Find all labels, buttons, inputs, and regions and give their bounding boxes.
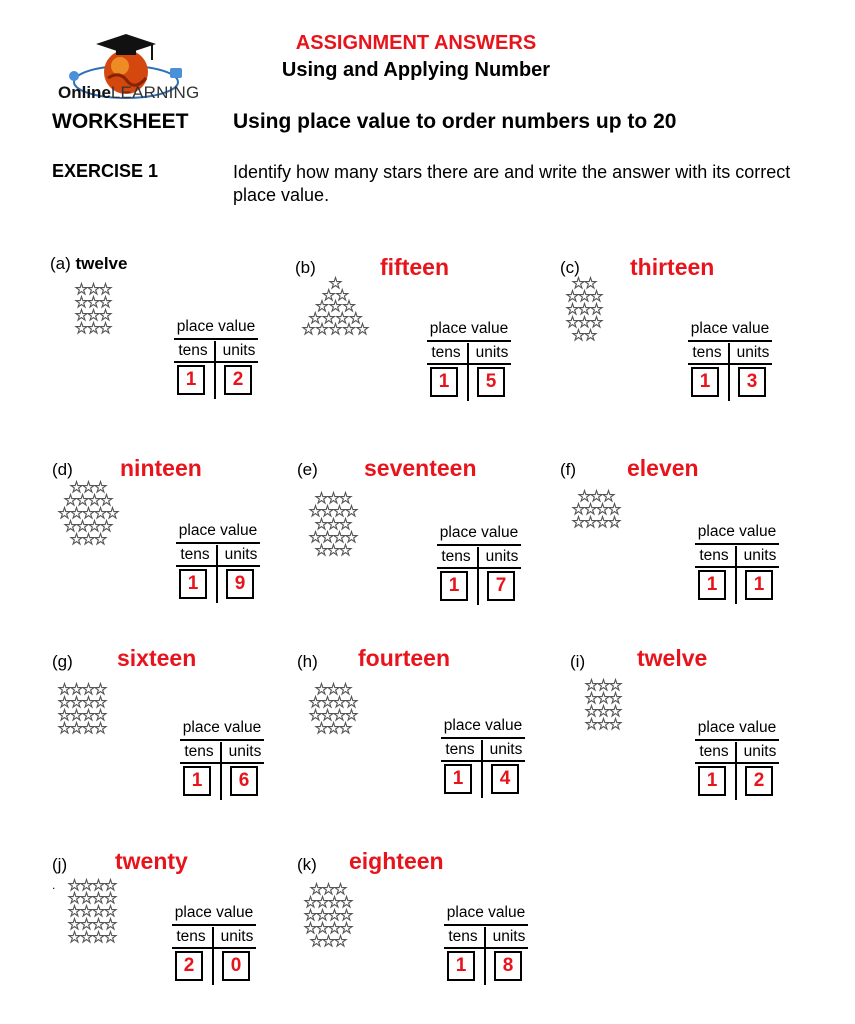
star-icon: ★ (339, 517, 352, 533)
star-icon: ★ (315, 682, 328, 698)
star-icon: ★ (80, 904, 93, 920)
star-icon: ★ (602, 489, 615, 505)
star-icon: ★ (342, 322, 356, 338)
star-icon: ★ (585, 691, 598, 707)
table-rule (444, 947, 528, 949)
tens-answer-box: 2 (175, 951, 203, 981)
star-icon: ★ (339, 543, 352, 559)
table-rule (688, 340, 772, 342)
star-icon: ★ (75, 308, 88, 324)
star-icon: ★ (322, 310, 336, 327)
item-number-word: sixteen (117, 645, 197, 671)
star-icon: ★ (80, 878, 93, 894)
star-icon: ★ (304, 895, 317, 911)
star-icon: ★ (572, 276, 585, 292)
star-icon: ★ (578, 302, 591, 318)
star-icon: ★ (82, 721, 95, 737)
worksheet-label: WORKSHEET (52, 110, 189, 133)
tens-header: tens (441, 548, 471, 565)
star-icon: ★ (608, 502, 621, 518)
star-icon: ★ (99, 321, 112, 337)
star-icon: ★ (94, 506, 107, 522)
star-icon: ★ (104, 930, 117, 946)
units-header: units (222, 342, 256, 359)
star-icon: ★ (339, 491, 352, 507)
tens-answer-box: 1 (183, 766, 211, 796)
star-icon: ★ (58, 721, 71, 737)
star-icon: ★ (92, 930, 105, 946)
units-answer-box: 2 (745, 766, 773, 796)
units-header: units (228, 743, 262, 760)
star-icon: ★ (597, 717, 610, 733)
table-divider (467, 343, 469, 401)
item-number-word: thirteen (630, 254, 715, 280)
table-divider (481, 740, 483, 798)
place-value-heading: place value (690, 320, 770, 337)
star-icon: ★ (304, 921, 317, 937)
star-icon: ★ (328, 895, 341, 911)
star-icon: ★ (87, 321, 100, 337)
item-number-word: twelve (637, 645, 708, 671)
star-icon: ★ (327, 682, 340, 698)
star-icon: ★ (597, 704, 610, 720)
star-icon: ★ (333, 708, 346, 724)
star-icon: ★ (340, 921, 353, 937)
table-rule (172, 924, 256, 926)
star-icon: ★ (597, 678, 610, 694)
table-divider (212, 927, 214, 985)
star-icon: ★ (328, 908, 341, 924)
star-icon: ★ (99, 282, 112, 298)
star-icon: ★ (99, 308, 112, 324)
star-icon: ★ (609, 717, 622, 733)
star-icon: ★ (609, 678, 622, 694)
star-icon: ★ (328, 921, 341, 937)
star-icon: ★ (100, 519, 113, 535)
tens-answer-box: 1 (698, 570, 726, 600)
units-answer-box: 9 (226, 569, 254, 599)
star-icon: ★ (310, 934, 323, 950)
star-icon: ★ (94, 532, 107, 548)
star-icon: ★ (578, 489, 591, 505)
table-rule (695, 739, 779, 741)
star-icon: ★ (80, 917, 93, 933)
star-icon: ★ (70, 695, 83, 711)
tens-header: tens (448, 928, 478, 945)
item-label: (d) (52, 460, 73, 479)
star-icon: ★ (590, 315, 603, 331)
star-icon: ★ (327, 517, 340, 533)
star-icon: ★ (75, 295, 88, 311)
place-value-heading: place value (697, 719, 777, 736)
units-answer-box: 4 (491, 764, 519, 794)
tens-header: tens (184, 743, 214, 760)
table-divider (728, 343, 730, 401)
item-label: (k) (297, 855, 317, 874)
units-header: units (224, 546, 258, 563)
star-icon: ★ (329, 276, 342, 292)
table-rule (176, 542, 260, 544)
place-value-table (439, 717, 527, 795)
item-number-word: twenty (115, 848, 188, 874)
star-icon: ★ (327, 543, 340, 559)
table-rule (441, 760, 525, 762)
star-icon: ★ (340, 895, 353, 911)
item-number-word: twelve (75, 254, 128, 273)
star-icon: ★ (87, 282, 100, 298)
table-rule (695, 543, 779, 545)
star-icon: ★ (356, 322, 369, 338)
star-icon: ★ (596, 515, 609, 531)
item-label: (a) twelve (50, 254, 128, 273)
star-icon: ★ (597, 691, 610, 707)
star-icon: ★ (80, 891, 93, 907)
place-value-table (170, 904, 258, 982)
star-icon: ★ (88, 519, 101, 535)
star-icon: ★ (58, 708, 71, 724)
units-header: units (489, 741, 523, 758)
star-icon: ★ (345, 708, 358, 724)
units-answer-box: 8 (494, 951, 522, 981)
tens-header: tens (431, 344, 461, 361)
item-number-word: eleven (627, 455, 699, 481)
place-value-heading: place value (178, 522, 258, 539)
star-icon: ★ (70, 532, 83, 548)
star-icon: ★ (58, 506, 71, 522)
place-value-table (693, 719, 781, 797)
star-icon: ★ (316, 921, 329, 937)
place-value-table (425, 320, 513, 398)
star-icon: ★ (578, 289, 591, 305)
star-icon: ★ (87, 308, 100, 324)
star-icon: ★ (584, 502, 597, 518)
star-icon: ★ (104, 878, 117, 894)
tens-header: tens (692, 344, 722, 361)
star-icon: ★ (82, 695, 95, 711)
assignment-title: ASSIGNMENT ANSWERS (295, 32, 537, 54)
star-icon: ★ (584, 515, 597, 531)
place-value-table (172, 318, 260, 396)
tens-answer-box: 1 (444, 764, 472, 794)
star-icon: ★ (309, 504, 322, 520)
table-rule (174, 338, 258, 340)
place-value-table (693, 523, 781, 601)
star-icon: ★ (104, 904, 117, 920)
star-icon: ★ (322, 882, 335, 898)
star-icon: ★ (333, 530, 346, 546)
star-icon: ★ (58, 695, 71, 711)
star-icon: ★ (334, 882, 347, 898)
place-value-heading: place value (439, 524, 519, 541)
item-number-word: eighteen (349, 848, 444, 874)
units-answer-box: 2 (224, 365, 252, 395)
star-icon: ★ (70, 506, 83, 522)
tens-header: tens (178, 342, 208, 359)
units-answer-box: 3 (738, 367, 766, 397)
item-label: (c) (560, 258, 580, 277)
star-icon: ★ (309, 530, 322, 546)
star-icon: ★ (578, 315, 591, 331)
star-icon: ★ (584, 276, 597, 292)
table-rule (172, 947, 256, 949)
place-value-heading: place value (429, 320, 509, 337)
table-divider (216, 545, 218, 603)
units-header: units (736, 344, 770, 361)
star-icon: ★ (327, 721, 340, 737)
star-icon: ★ (345, 504, 358, 520)
star-icon: ★ (609, 704, 622, 720)
star-icon: ★ (321, 504, 334, 520)
star-icon: ★ (315, 543, 328, 559)
logo-wordmark: OnlineLEARNING (58, 83, 200, 102)
item-label: (i) (570, 652, 586, 671)
star-icon: ★ (335, 287, 349, 304)
star-icon: ★ (68, 878, 81, 894)
table-rule (437, 544, 521, 546)
table-divider (220, 742, 222, 800)
star-icon: ★ (585, 678, 598, 694)
tens-answer-box: 1 (691, 367, 719, 397)
place-value-table (435, 524, 523, 602)
item-number-word: fifteen (380, 254, 449, 280)
star-icon: ★ (76, 519, 89, 535)
tens-header: tens (699, 547, 729, 564)
star-icon: ★ (322, 934, 335, 950)
worksheet-title: Using place value to order numbers up to 20 (233, 110, 677, 133)
star-icon: ★ (309, 708, 322, 724)
table-rule (437, 567, 521, 569)
tens-answer-box: 1 (177, 365, 205, 395)
units-header: units (492, 928, 526, 945)
star-icon: ★ (339, 682, 352, 698)
place-value-heading: place value (176, 318, 256, 335)
star-icon: ★ (70, 708, 83, 724)
place-value-table (686, 320, 774, 398)
star-icon: ★ (92, 917, 105, 933)
tens-header: tens (445, 741, 475, 758)
star-icon: ★ (315, 721, 328, 737)
item-number-word: seventeen (364, 455, 477, 481)
units-answer-box: 5 (477, 367, 505, 397)
star-icon: ★ (75, 321, 88, 337)
place-value-heading: place value (697, 523, 777, 540)
star-icon: ★ (82, 708, 95, 724)
star-icon: ★ (64, 519, 77, 535)
star-icon: ★ (94, 682, 107, 698)
star-icon: ★ (345, 530, 358, 546)
star-icon: ★ (68, 891, 81, 907)
star-icon: ★ (322, 287, 336, 304)
star-icon: ★ (310, 882, 323, 898)
place-value-heading: place value (174, 904, 254, 921)
table-rule (180, 739, 264, 741)
item-number-word: fourteen (358, 645, 450, 671)
units-header: units (743, 743, 777, 760)
table-rule (441, 737, 525, 739)
table-rule (688, 363, 772, 365)
star-icon: ★ (316, 908, 329, 924)
star-icon: ★ (566, 315, 579, 331)
table-rule (695, 566, 779, 568)
star-icon: ★ (590, 489, 603, 505)
star-icon: ★ (315, 299, 329, 315)
table-divider (214, 341, 216, 399)
star-icon: ★ (596, 502, 609, 518)
item-label: (j) (52, 855, 68, 874)
place-value-table (442, 904, 530, 982)
star-icon: ★ (75, 282, 88, 298)
star-icon: ★ (82, 506, 95, 522)
star-icon: ★ (585, 717, 598, 733)
table-divider (484, 927, 486, 985)
star-icon: ★ (334, 934, 347, 950)
star-icon: ★ (99, 295, 112, 311)
units-answer-box: 0 (222, 951, 250, 981)
star-icon: ★ (590, 289, 603, 305)
place-value-heading: place value (446, 904, 526, 921)
star-icon: ★ (92, 878, 105, 894)
star-icon: ★ (572, 328, 585, 344)
units-answer-box: 7 (487, 571, 515, 601)
star-icon: ★ (100, 493, 113, 509)
star-icon: ★ (584, 328, 597, 344)
star-icon: ★ (316, 895, 329, 911)
exercise-label: EXERCISE 1 (52, 161, 159, 181)
star-icon: ★ (321, 695, 334, 711)
star-icon: ★ (88, 493, 101, 509)
star-icon: ★ (339, 721, 352, 737)
star-icon: ★ (329, 299, 342, 315)
star-icon: ★ (82, 480, 95, 496)
star-icon: ★ (327, 491, 340, 507)
table-rule (176, 565, 260, 567)
star-icon: ★ (315, 517, 328, 533)
star-icon: ★ (87, 295, 100, 311)
star-icon: ★ (76, 493, 89, 509)
place-value-heading: place value (443, 717, 523, 734)
star-icon: ★ (340, 908, 353, 924)
star-icon: ★ (302, 322, 315, 338)
star-icon: ★ (321, 708, 334, 724)
tens-answer-box: 1 (447, 951, 475, 981)
star-icon: ★ (345, 695, 358, 711)
star-icon: ★ (68, 904, 81, 920)
place-value-heading: place value (182, 719, 262, 736)
exercise-instruction: Identify how many stars there are and write the answer with its correct place value. (233, 162, 791, 205)
tens-answer-box: 1 (440, 571, 468, 601)
table-divider (735, 546, 737, 604)
star-icon: ★ (92, 891, 105, 907)
item-label: (e) (297, 460, 318, 479)
star-icon: ★ (309, 695, 322, 711)
star-icon: ★ (82, 682, 95, 698)
star-icon: ★ (333, 504, 346, 520)
star-icon: ★ (106, 506, 119, 522)
star-icon: ★ (94, 695, 107, 711)
table-rule (427, 363, 511, 365)
star-icon: ★ (68, 917, 81, 933)
place-value-table (174, 522, 262, 600)
star-icon: ★ (333, 695, 346, 711)
tens-answer-box: 1 (698, 766, 726, 796)
star-icon: ★ (566, 302, 579, 318)
tens-answer-box: 1 (430, 367, 458, 397)
table-rule (444, 924, 528, 926)
item-label: (b) (295, 258, 316, 277)
star-icon: ★ (335, 310, 349, 327)
star-icon: ★ (70, 721, 83, 737)
table-rule (174, 361, 258, 363)
assignment-subtitle: Using and Applying Number (281, 59, 551, 81)
star-icon: ★ (566, 289, 579, 305)
item-label: (h) (297, 652, 318, 671)
star-icon: ★ (321, 530, 334, 546)
units-header: units (485, 548, 519, 565)
star-icon: ★ (315, 322, 329, 338)
tens-answer-box: 1 (179, 569, 207, 599)
units-header: units (743, 547, 777, 564)
place-value-table (178, 719, 266, 797)
item-number-word: ninteen (120, 455, 202, 481)
table-divider (477, 547, 479, 605)
star-icon: ★ (315, 491, 328, 507)
star-icon: ★ (70, 480, 83, 496)
item-label: (f) (560, 460, 577, 479)
star-icon: ★ (308, 310, 322, 327)
star-icon: ★ (64, 493, 77, 509)
table-rule (427, 340, 511, 342)
table-rule (180, 762, 264, 764)
star-icon: ★ (94, 480, 107, 496)
tens-header: tens (699, 743, 729, 760)
star-icon: ★ (92, 904, 105, 920)
item-label: (g) (52, 652, 73, 671)
star-icon: ★ (329, 322, 342, 338)
star-icon: ★ (608, 515, 621, 531)
units-answer-box: 1 (745, 570, 773, 600)
star-icon: ★ (585, 704, 598, 720)
units-header: units (220, 928, 254, 945)
stray-dot: . (52, 878, 56, 892)
star-icon: ★ (94, 708, 107, 724)
star-icon: ★ (104, 891, 117, 907)
star-icon: ★ (590, 302, 603, 318)
star-icon: ★ (572, 515, 585, 531)
star-icon: ★ (572, 502, 585, 518)
tens-header: tens (176, 928, 206, 945)
table-rule (695, 762, 779, 764)
tens-header: tens (180, 546, 210, 563)
star-icon: ★ (68, 930, 81, 946)
units-header: units (475, 344, 509, 361)
star-icon: ★ (304, 908, 317, 924)
star-icon: ★ (82, 532, 95, 548)
star-icon: ★ (609, 691, 622, 707)
star-icon: ★ (104, 917, 117, 933)
table-divider (735, 742, 737, 800)
units-answer-box: 6 (230, 766, 258, 796)
star-icon: ★ (80, 930, 93, 946)
star-icon: ★ (342, 299, 356, 315)
star-icon: ★ (94, 721, 107, 737)
star-icon: ★ (58, 682, 71, 698)
star-icon: ★ (349, 310, 363, 327)
star-icon: ★ (70, 682, 83, 698)
